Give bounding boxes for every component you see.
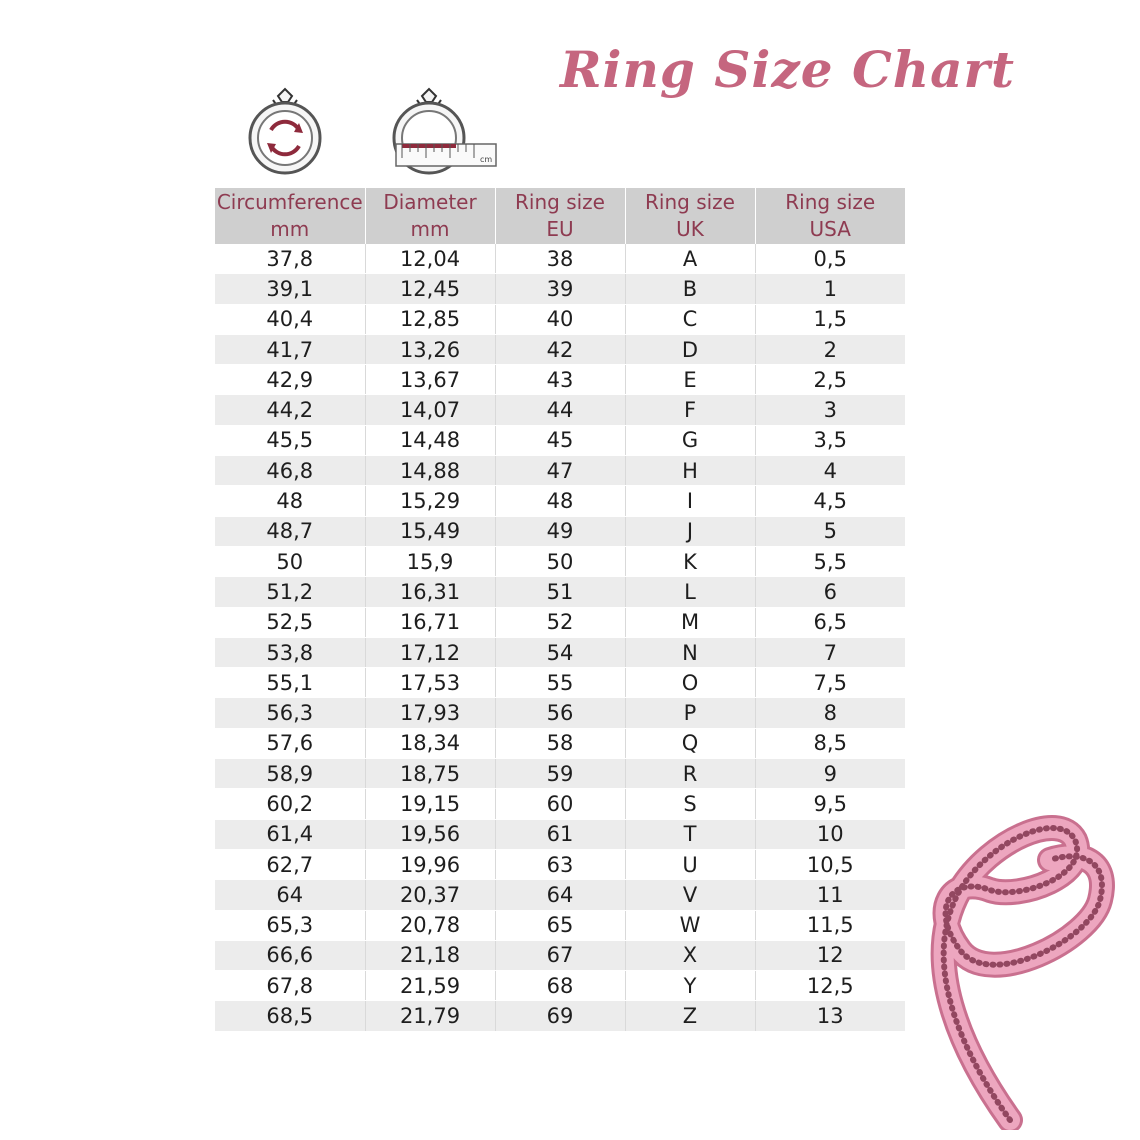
cell-uk: L <box>625 577 755 607</box>
cell-diameter: 20,37 <box>365 880 495 910</box>
cell-diameter: 15,49 <box>365 516 495 546</box>
cell-uk: U <box>625 849 755 879</box>
table-row <box>215 546 905 576</box>
cell-eu: 63 <box>495 849 625 879</box>
cell-circumference: 37,8 <box>215 244 365 274</box>
cell-eu: 69 <box>495 1001 625 1031</box>
table-row <box>215 486 905 516</box>
table-row <box>215 274 905 304</box>
cell-usa: 4,5 <box>755 486 905 516</box>
table-row <box>215 395 905 425</box>
cell-circumference: 48,7 <box>215 516 365 546</box>
cell-uk: V <box>625 880 755 910</box>
cell-uk: K <box>625 546 755 576</box>
cell-diameter: 21,18 <box>365 940 495 970</box>
page-title: Ring Size Chart <box>560 40 1015 99</box>
cell-usa: 9 <box>755 759 905 789</box>
cell-eu: 58 <box>495 728 625 758</box>
cell-circumference: 41,7 <box>215 334 365 364</box>
cell-diameter: 18,75 <box>365 759 495 789</box>
cell-usa: 7,5 <box>755 668 905 698</box>
cell-eu: 65 <box>495 910 625 940</box>
cell-uk: Z <box>625 1001 755 1031</box>
cell-diameter: 16,71 <box>365 607 495 637</box>
cell-eu: 59 <box>495 759 625 789</box>
cell-uk: H <box>625 456 755 486</box>
cell-diameter: 21,79 <box>365 1001 495 1031</box>
cell-circumference: 57,6 <box>215 728 365 758</box>
header-line: Circumference <box>216 190 363 214</box>
ruler-unit-label: cm <box>480 155 493 164</box>
cell-diameter: 13,26 <box>365 334 495 364</box>
cell-uk: Y <box>625 971 755 1001</box>
table-row <box>215 334 905 364</box>
cell-circumference: 60,2 <box>215 789 365 819</box>
cell-usa: 11 <box>755 880 905 910</box>
table-row <box>215 849 905 879</box>
cell-circumference: 65,3 <box>215 910 365 940</box>
cell-diameter: 19,56 <box>365 819 495 849</box>
table-row <box>215 304 905 334</box>
cell-uk: G <box>625 425 755 455</box>
table-header-row <box>215 188 905 244</box>
cell-uk: J <box>625 516 755 546</box>
ring-diameter-icon <box>388 86 500 178</box>
cell-diameter: 16,31 <box>365 577 495 607</box>
table-row <box>215 637 905 667</box>
header-ring-size-uk <box>625 188 755 244</box>
table-row <box>215 759 905 789</box>
cell-circumference: 64 <box>215 880 365 910</box>
table-row <box>215 425 905 455</box>
cell-uk: P <box>625 698 755 728</box>
cell-usa: 3,5 <box>755 425 905 455</box>
cell-uk: O <box>625 668 755 698</box>
table-row <box>215 516 905 546</box>
table-row <box>215 577 905 607</box>
table-body <box>215 244 905 1031</box>
cell-eu: 52 <box>495 607 625 637</box>
cell-diameter: 17,12 <box>365 637 495 667</box>
cell-uk: E <box>625 365 755 395</box>
cell-diameter: 12,04 <box>365 244 495 274</box>
cell-uk: D <box>625 334 755 364</box>
cell-circumference: 51,2 <box>215 577 365 607</box>
cell-usa: 8,5 <box>755 728 905 758</box>
cell-circumference: 66,6 <box>215 940 365 970</box>
table-row <box>215 1001 905 1031</box>
cell-diameter: 17,93 <box>365 698 495 728</box>
cell-usa: 10,5 <box>755 849 905 879</box>
cell-diameter: 19,15 <box>365 789 495 819</box>
cell-circumference: 68,5 <box>215 1001 365 1031</box>
table-row <box>215 819 905 849</box>
cell-uk: B <box>625 274 755 304</box>
header-line: Ring size <box>785 190 876 214</box>
cell-eu: 45 <box>495 425 625 455</box>
table-row <box>215 244 905 274</box>
cell-circumference: 58,9 <box>215 759 365 789</box>
header-line: Diameter <box>383 190 477 214</box>
cell-circumference: 39,1 <box>215 274 365 304</box>
table-row <box>215 971 905 1001</box>
measuring-tape-icon <box>900 800 1135 1134</box>
cell-circumference: 42,9 <box>215 365 365 395</box>
table-row <box>215 668 905 698</box>
ring-circumference-icon <box>240 86 330 178</box>
cell-usa: 4 <box>755 456 905 486</box>
cell-eu: 60 <box>495 789 625 819</box>
table-row <box>215 940 905 970</box>
header-line: Ring size <box>515 190 605 214</box>
cell-circumference: 56,3 <box>215 698 365 728</box>
cell-usa: 6 <box>755 577 905 607</box>
cell-eu: 55 <box>495 668 625 698</box>
header-line: EU <box>546 217 574 241</box>
cell-uk: C <box>625 304 755 334</box>
cell-circumference: 48 <box>215 486 365 516</box>
cell-diameter: 15,9 <box>365 546 495 576</box>
table-row <box>215 880 905 910</box>
table-row <box>215 698 905 728</box>
cell-usa: 7 <box>755 637 905 667</box>
cell-diameter: 12,85 <box>365 304 495 334</box>
cell-circumference: 55,1 <box>215 668 365 698</box>
cell-circumference: 53,8 <box>215 637 365 667</box>
cell-eu: 47 <box>495 456 625 486</box>
cell-diameter: 15,29 <box>365 486 495 516</box>
cell-usa: 1 <box>755 274 905 304</box>
cell-uk: F <box>625 395 755 425</box>
header-ring-size-usa <box>755 188 905 244</box>
cell-usa: 6,5 <box>755 607 905 637</box>
cell-diameter: 18,34 <box>365 728 495 758</box>
cell-diameter: 20,78 <box>365 910 495 940</box>
header-line: USA <box>809 217 851 241</box>
cell-diameter: 14,07 <box>365 395 495 425</box>
cell-diameter: 19,96 <box>365 849 495 879</box>
header-line: mm <box>270 217 310 241</box>
cell-uk: A <box>625 244 755 274</box>
cell-diameter: 21,59 <box>365 971 495 1001</box>
cell-eu: 50 <box>495 546 625 576</box>
cell-diameter: 13,67 <box>365 365 495 395</box>
cell-usa: 2,5 <box>755 365 905 395</box>
header-ring-size-eu <box>495 188 625 244</box>
cell-eu: 54 <box>495 637 625 667</box>
cell-eu: 39 <box>495 274 625 304</box>
cell-diameter: 12,45 <box>365 274 495 304</box>
cell-eu: 42 <box>495 334 625 364</box>
cell-uk: X <box>625 940 755 970</box>
cell-circumference: 52,5 <box>215 607 365 637</box>
cell-uk: S <box>625 789 755 819</box>
table-row <box>215 910 905 940</box>
cell-usa: 12,5 <box>755 971 905 1001</box>
table-row <box>215 456 905 486</box>
cell-eu: 48 <box>495 486 625 516</box>
header-diameter <box>365 188 495 244</box>
cell-diameter: 14,88 <box>365 456 495 486</box>
cell-eu: 40 <box>495 304 625 334</box>
cell-usa: 12 <box>755 940 905 970</box>
cell-eu: 38 <box>495 244 625 274</box>
cell-circumference: 44,2 <box>215 395 365 425</box>
cell-uk: W <box>625 910 755 940</box>
cell-usa: 9,5 <box>755 789 905 819</box>
cell-usa: 10 <box>755 819 905 849</box>
cell-circumference: 50 <box>215 546 365 576</box>
cell-eu: 49 <box>495 516 625 546</box>
cell-eu: 68 <box>495 971 625 1001</box>
table-row <box>215 607 905 637</box>
cell-eu: 64 <box>495 880 625 910</box>
cell-uk: I <box>625 486 755 516</box>
cell-uk: T <box>625 819 755 849</box>
cell-eu: 61 <box>495 819 625 849</box>
cell-uk: R <box>625 759 755 789</box>
header-circumference <box>215 188 365 244</box>
cell-circumference: 61,4 <box>215 819 365 849</box>
table-row <box>215 789 905 819</box>
cell-usa: 1,5 <box>755 304 905 334</box>
table-row <box>215 728 905 758</box>
cell-usa: 3 <box>755 395 905 425</box>
cell-circumference: 45,5 <box>215 425 365 455</box>
cell-usa: 5 <box>755 516 905 546</box>
cell-uk: Q <box>625 728 755 758</box>
header-line: mm <box>410 217 450 241</box>
cell-eu: 44 <box>495 395 625 425</box>
cell-diameter: 14,48 <box>365 425 495 455</box>
cell-usa: 11,5 <box>755 910 905 940</box>
cell-usa: 5,5 <box>755 546 905 576</box>
cell-circumference: 67,8 <box>215 971 365 1001</box>
cell-usa: 8 <box>755 698 905 728</box>
table-row <box>215 365 905 395</box>
cell-circumference: 40,4 <box>215 304 365 334</box>
cell-diameter: 17,53 <box>365 668 495 698</box>
cell-eu: 43 <box>495 365 625 395</box>
cell-uk: N <box>625 637 755 667</box>
cell-circumference: 46,8 <box>215 456 365 486</box>
header-line: UK <box>676 217 704 241</box>
cell-eu: 67 <box>495 940 625 970</box>
cell-uk: M <box>625 607 755 637</box>
cell-usa: 2 <box>755 334 905 364</box>
ring-size-table <box>215 188 905 1032</box>
cell-eu: 51 <box>495 577 625 607</box>
cell-usa: 0,5 <box>755 244 905 274</box>
cell-usa: 13 <box>755 1001 905 1031</box>
cell-eu: 56 <box>495 698 625 728</box>
cell-circumference: 62,7 <box>215 849 365 879</box>
header-line: Ring size <box>645 190 735 214</box>
